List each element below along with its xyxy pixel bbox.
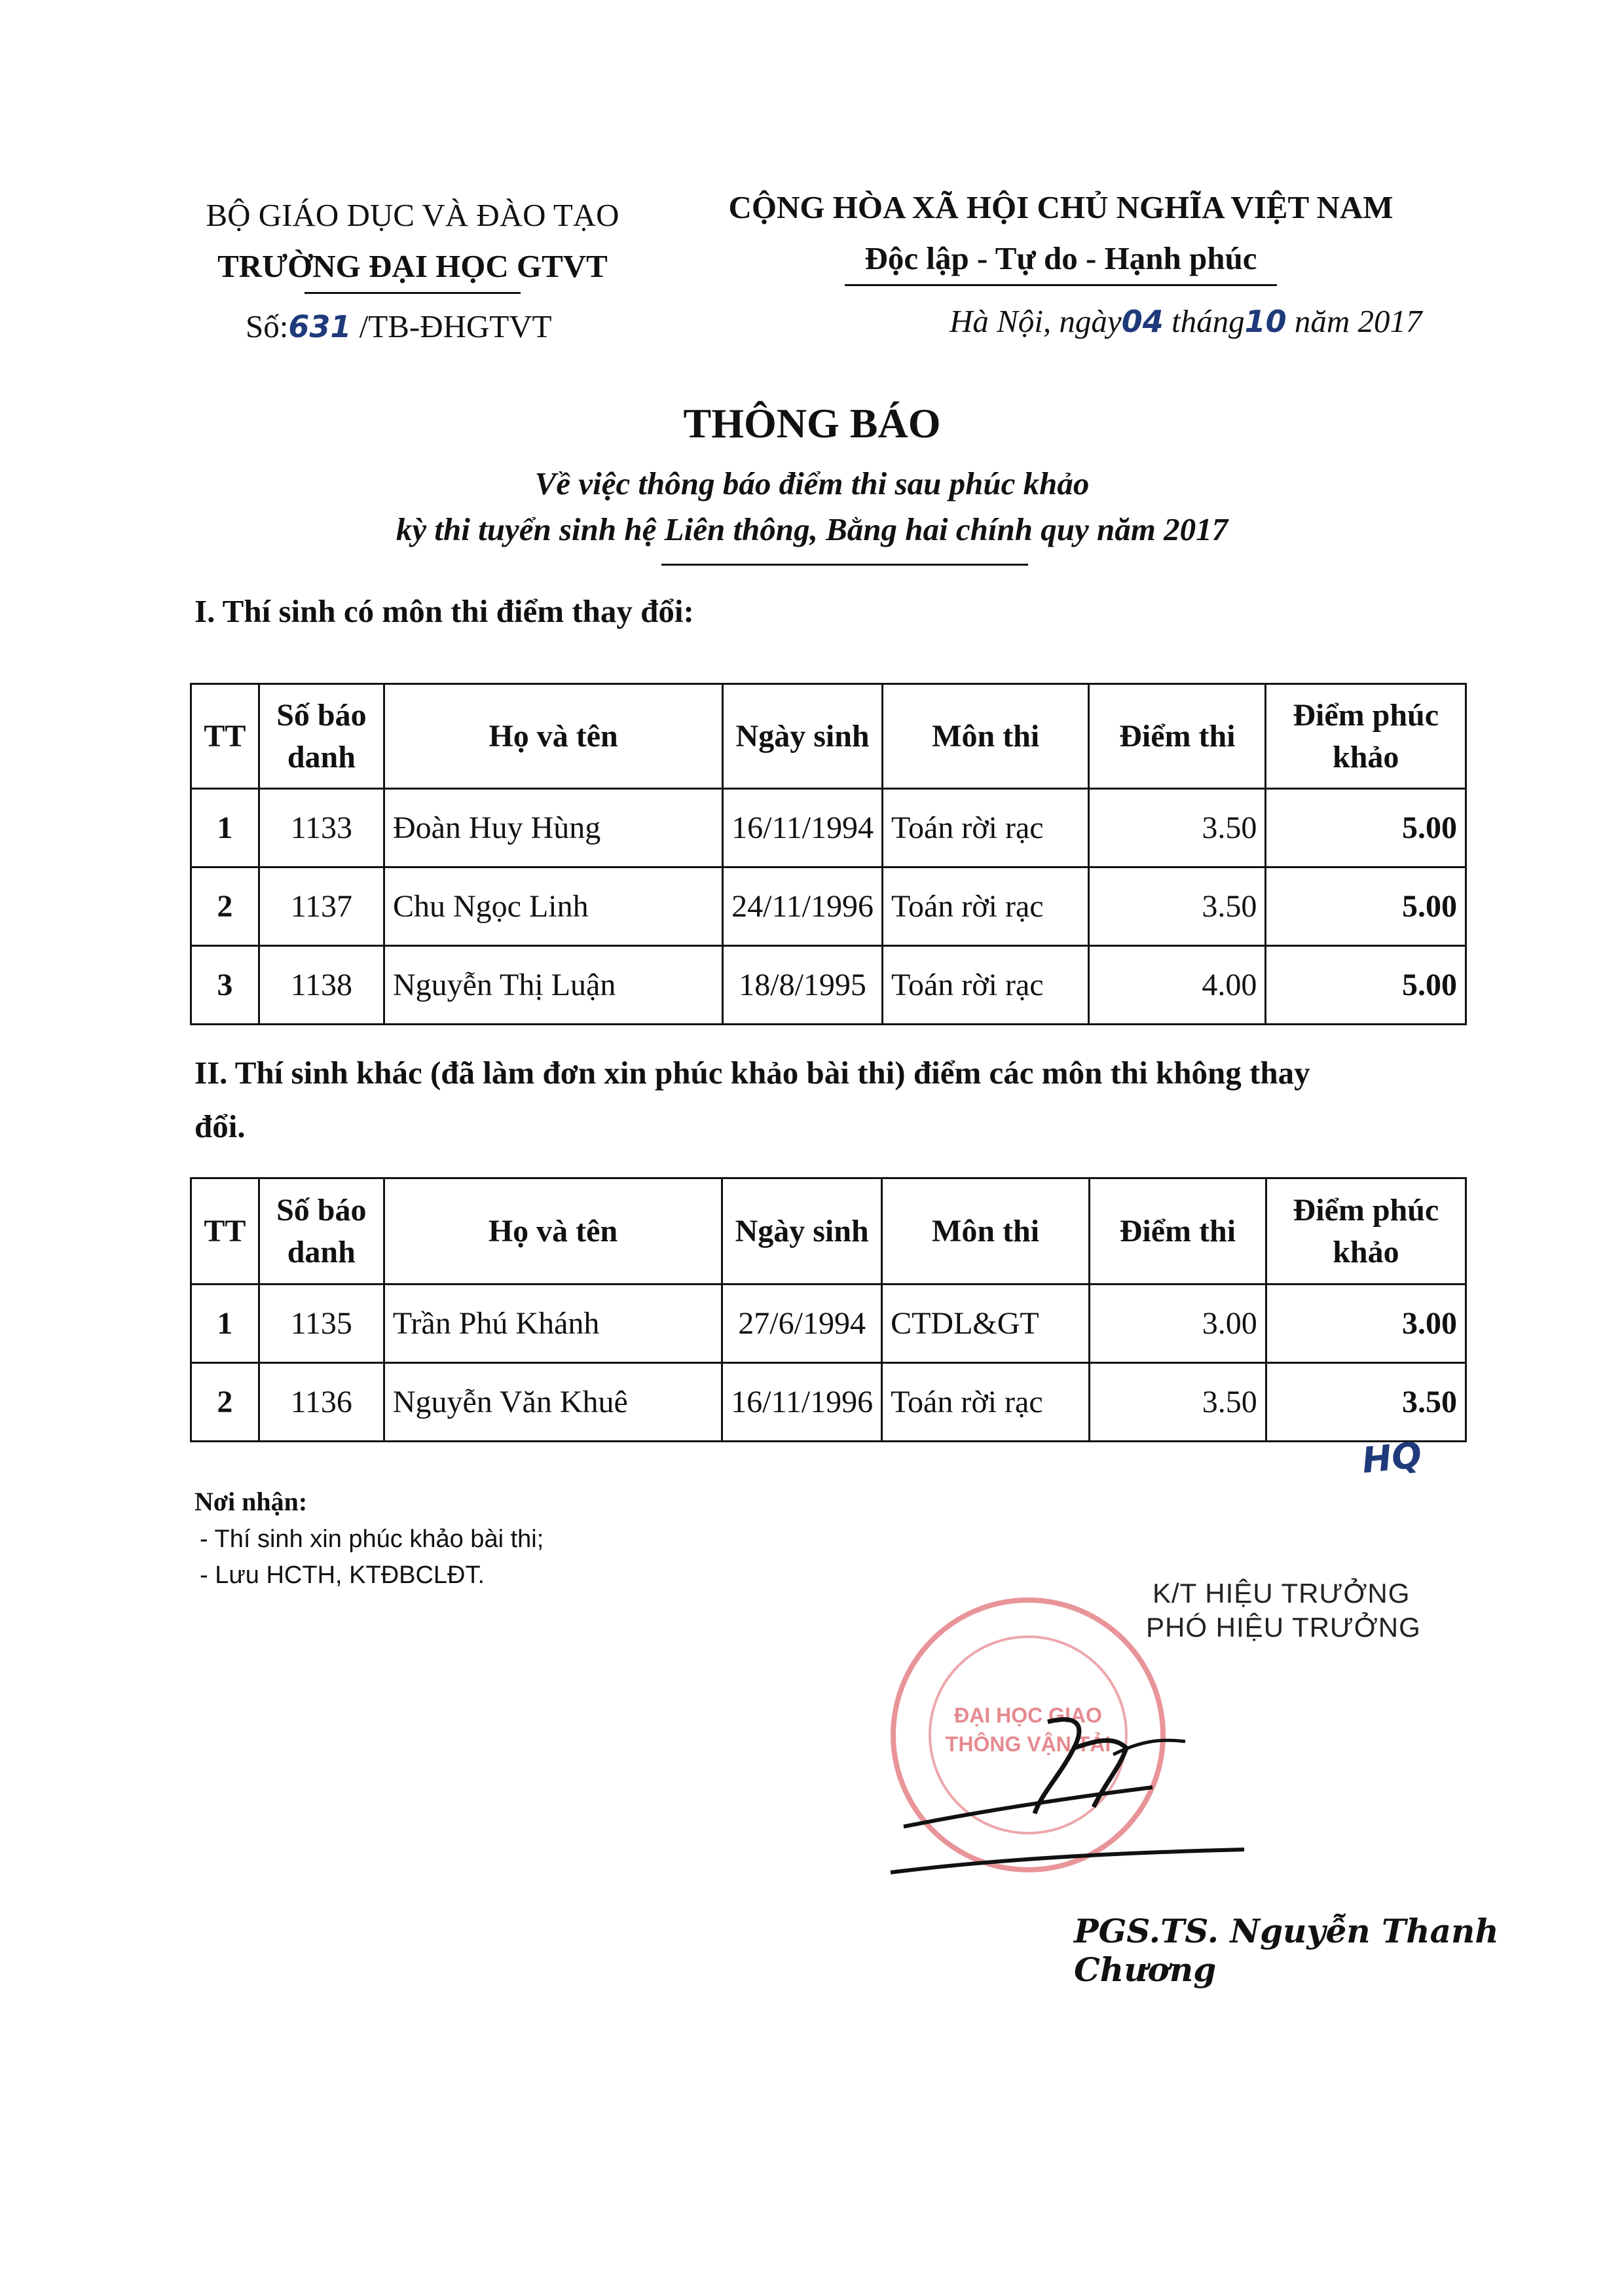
column-header: TT <box>191 1178 259 1285</box>
column-header: Ngày sinh <box>723 684 883 789</box>
column-header: Điểm thi <box>1089 684 1266 789</box>
cell-name: Trần Phú Khánh <box>384 1285 722 1363</box>
cell-subject: Toán rời rạc <box>882 1363 1090 1442</box>
cell-score: 3.50 <box>1089 867 1266 946</box>
table-row <box>191 867 1466 946</box>
country-name: CỘNG HÒA XÃ HỘI CHỦ NGHĨA VIỆT NAM <box>728 189 1393 225</box>
column-header: Điểm phúc khảo <box>1266 684 1466 789</box>
section-1-heading: I. Thí sinh có môn thi điểm thay đổi: <box>194 593 694 629</box>
document-date <box>950 302 1422 340</box>
cell-sbd: 1135 <box>259 1285 384 1363</box>
cell-sbd: 1137 <box>259 867 384 946</box>
cell-subject: Toán rời rạc <box>883 946 1089 1025</box>
unchanged-scores-table <box>190 1177 1467 1442</box>
cell-subject: Toán rời rạc <box>883 867 1089 946</box>
recipient-item: - Thí sinh xin phúc khảo bài thi; <box>200 1525 544 1553</box>
cell-score: 3.50 <box>1089 789 1266 867</box>
column-header: Môn thi <box>883 684 1089 789</box>
date-day: 04 <box>1121 304 1164 339</box>
column-header: Số báo danh <box>259 1178 384 1285</box>
motto-underline <box>845 284 1277 286</box>
column-header: Họ và tên <box>384 684 722 789</box>
handwritten-signature-icon <box>877 1676 1244 1886</box>
table-row <box>191 1285 1466 1363</box>
stamp-text: ĐẠI HỌC GIAO THÔNG VẬN TẢI <box>945 1704 1111 1756</box>
number-handwritten: 631 <box>288 309 352 344</box>
cell-subject: Toán rời rạc <box>883 789 1089 867</box>
date-mid: tháng <box>1171 303 1245 339</box>
cell-tt: 1 <box>191 789 259 867</box>
cell-tt: 2 <box>191 867 259 946</box>
cell-review-score: 5.00 <box>1266 946 1466 1025</box>
cell-subject: CTDL&GT <box>882 1285 1090 1363</box>
issuer-header <box>164 190 661 294</box>
recipients-heading: Nơi nhận: <box>194 1487 308 1516</box>
cell-name: Đoàn Huy Hùng <box>384 789 722 867</box>
cell-score: 3.50 <box>1090 1363 1266 1442</box>
signer-name: PGS.TS. Nguyễn Thanh Chương <box>1074 1912 1499 1989</box>
table-header-row <box>191 684 1466 789</box>
table-header-row <box>191 1178 1466 1285</box>
reviewer-initials: HQ <box>1359 1434 1424 1482</box>
cell-tt: 2 <box>191 1363 259 1442</box>
column-header: Số báo danh <box>259 684 384 789</box>
cell-name: Chu Ngọc Linh <box>384 867 722 946</box>
cell-review-score: 3.50 <box>1266 1363 1466 1442</box>
cell-name: Nguyễn Văn Khuê <box>384 1363 722 1442</box>
column-header: Điểm thi <box>1090 1178 1266 1285</box>
cell-tt: 1 <box>191 1285 259 1363</box>
cell-name: Nguyễn Thị Luận <box>384 946 722 1025</box>
section-2-heading-line-2: đổi. <box>194 1108 246 1144</box>
changed-scores-table <box>190 683 1467 1025</box>
date-prefix: Hà Nội, ngày <box>950 303 1122 339</box>
signature-title-line-1: K/T HIỆU TRƯỞNG <box>1153 1578 1411 1609</box>
subtitle-underline <box>661 564 1028 566</box>
cell-dob: 16/11/1994 <box>723 789 883 867</box>
date-month: 10 <box>1244 304 1287 339</box>
cell-sbd: 1138 <box>259 946 384 1025</box>
motto: Độc lập - Tự do - Hạnh phúc <box>864 240 1257 276</box>
cell-dob: 16/11/1996 <box>722 1363 882 1442</box>
signature-title-line-2: PHÓ HIỆU TRƯỞNG <box>1146 1612 1421 1643</box>
cell-sbd: 1136 <box>259 1363 384 1442</box>
column-header: TT <box>191 684 259 789</box>
cell-review-score: 3.00 <box>1266 1285 1466 1363</box>
number-suffix: /TB-ĐHGTVT <box>359 308 552 344</box>
table-row <box>191 789 1466 867</box>
school-underline <box>304 292 521 294</box>
ministry-name: BỘ GIÁO DỤC VÀ ĐÀO TẠO <box>206 197 619 233</box>
date-suffix: năm 2017 <box>1294 303 1422 339</box>
school-name: TRƯỜNG ĐẠI HỌC GTVT <box>217 248 608 284</box>
cell-score: 3.00 <box>1090 1285 1266 1363</box>
column-header: Điểm phúc khảo <box>1266 1178 1466 1285</box>
cell-dob: 27/6/1994 <box>722 1285 882 1363</box>
cell-dob: 24/11/1996 <box>723 867 883 946</box>
table-row <box>191 1363 1466 1442</box>
cell-sbd: 1133 <box>259 789 384 867</box>
cell-review-score: 5.00 <box>1266 867 1466 946</box>
document-title: THÔNG BÁO <box>683 400 941 446</box>
cell-dob: 18/8/1995 <box>723 946 883 1025</box>
document-number <box>246 308 552 345</box>
column-header: Họ và tên <box>384 1178 722 1285</box>
cell-tt: 3 <box>191 946 259 1025</box>
column-header: Môn thi <box>882 1178 1090 1285</box>
recipient-item: - Lưu HCTH, KTĐBCLĐT. <box>200 1561 485 1589</box>
section-2-heading-line-1: II. Thí sinh khác (đã làm đơn xin phúc khảo bài thi) điểm các môn thi không thay <box>194 1055 1310 1091</box>
national-header <box>707 182 1414 286</box>
number-prefix: Số: <box>246 308 289 344</box>
table-row <box>191 946 1466 1025</box>
cell-score: 4.00 <box>1089 946 1266 1025</box>
subtitle-line-2: kỳ thi tuyển sinh hệ Liên thông, Bằng hai chính quy năm 2017 <box>396 511 1228 547</box>
cell-review-score: 5.00 <box>1266 789 1466 867</box>
column-header: Ngày sinh <box>722 1178 882 1285</box>
subtitle-line-1: Về việc thông báo điểm thi sau phúc khảo <box>534 465 1090 501</box>
